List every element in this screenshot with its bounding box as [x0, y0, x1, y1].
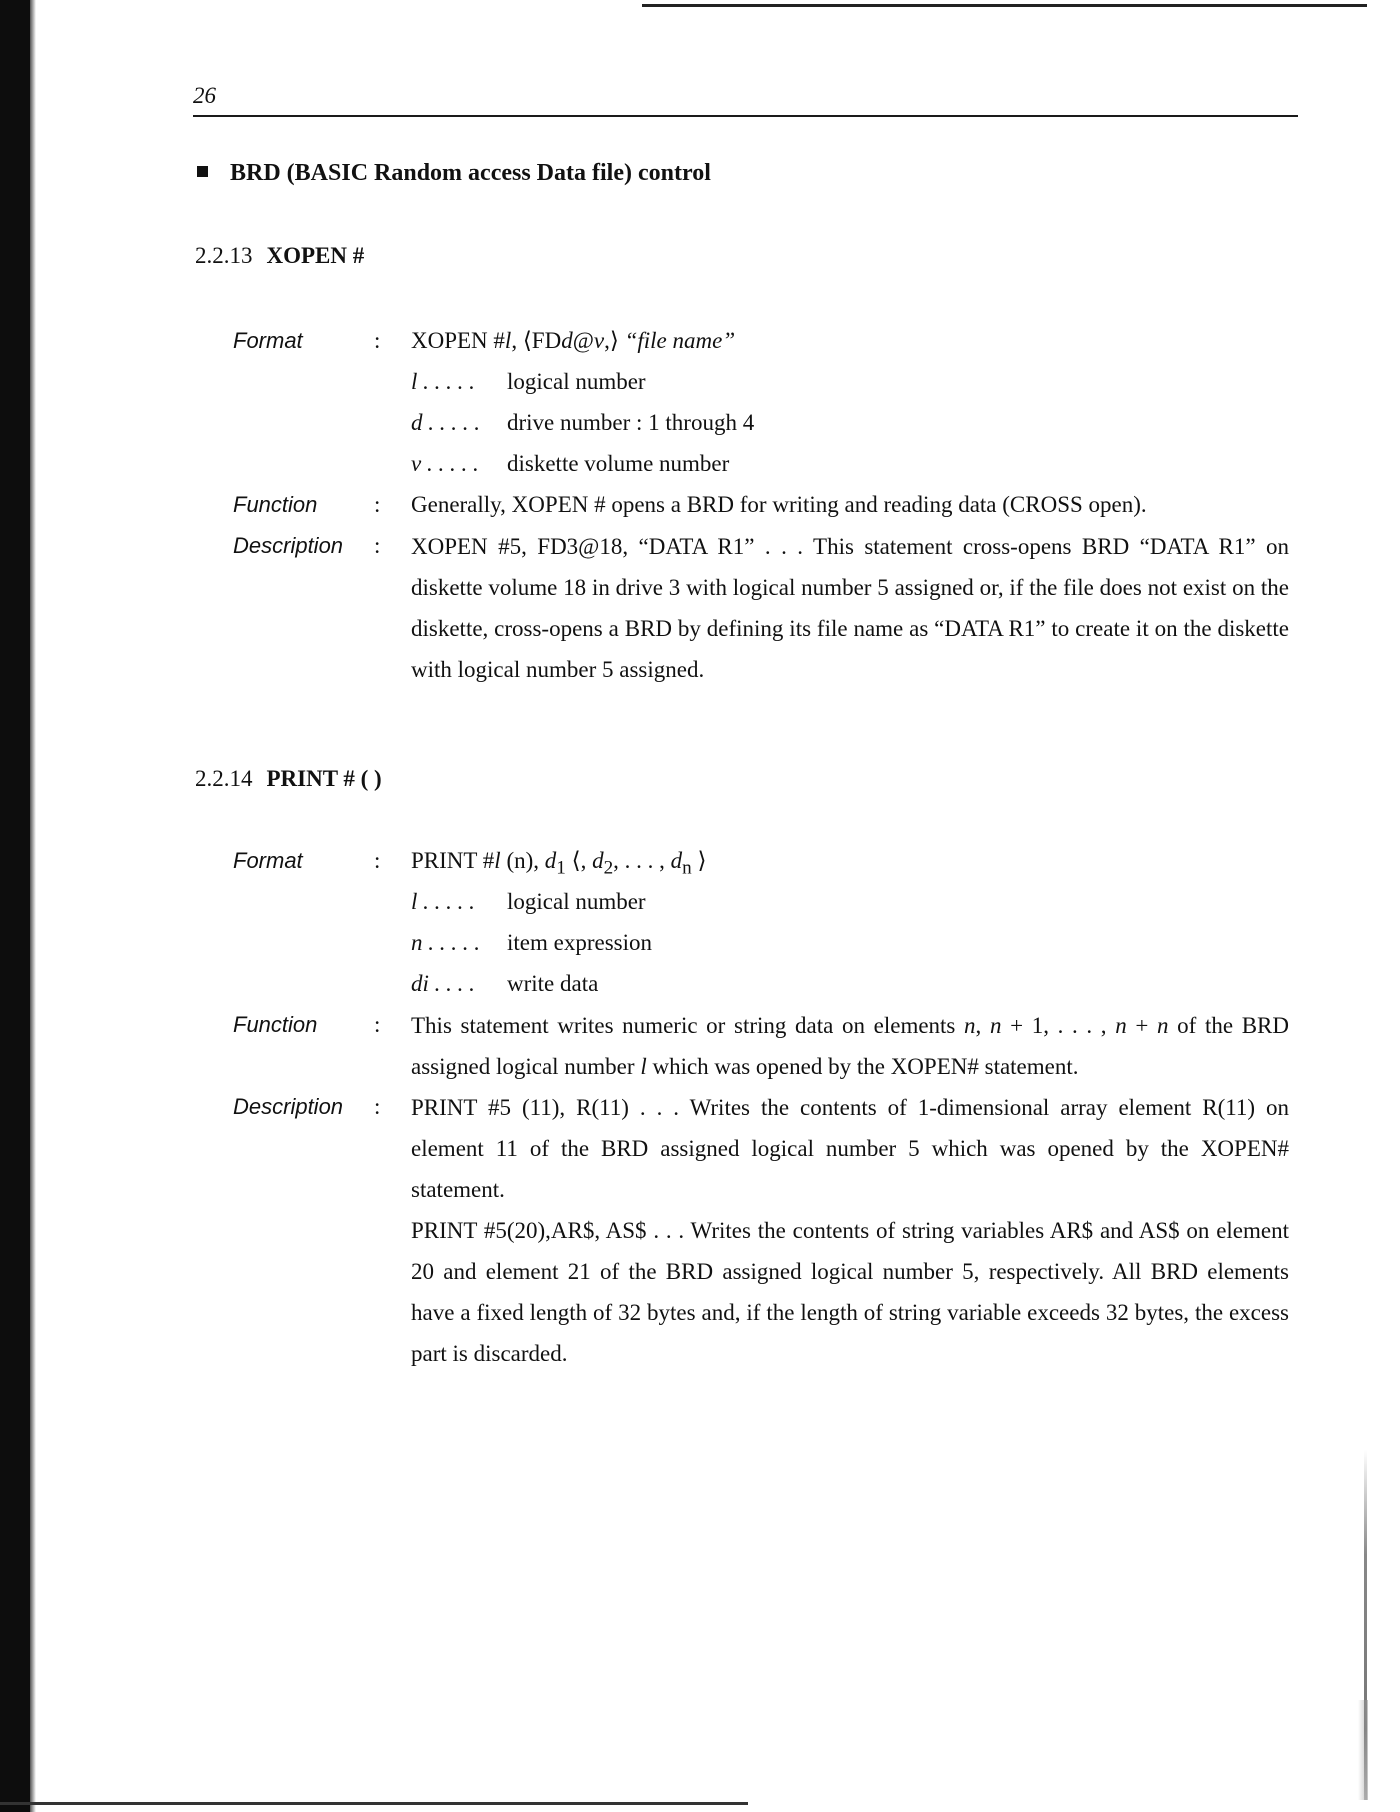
- xopen-description-label: Description: [233, 533, 344, 558]
- colon: :: [374, 848, 381, 873]
- scan-bottom-rule: [0, 1802, 748, 1805]
- print-format-syntax: PRINT #l (n), $d_1$ ⟨, $d_2$, . . . , $d_n$ ⟩: [411, 848, 707, 879]
- print-description-text-2: PRINT #5(20),AR$, AS$ . . . Writes the contents of string variables AR$ and AS$ on element 20 and element 21 of the BRD assigned logical number 5, respectively. All BRD elements have a fixed length of 32 bytes and, if the length of string variable exceeds 32 bytes, the excess part is discarded.: [411, 1218, 1289, 1366]
- print-function-label: Function: [233, 1012, 318, 1037]
- section-heading-text: BRD (BASIC Random access Data file) control: [230, 160, 711, 186]
- scan-edge-shadow: [30, 0, 36, 1812]
- header-rule: [193, 115, 1298, 117]
- subsection-title: PRINT # ( ): [266, 766, 382, 791]
- print-description-label: Description: [233, 1094, 344, 1119]
- xopen-function-label: Function: [233, 492, 318, 517]
- colon: :: [374, 328, 381, 353]
- xopen-format-syntax: XOPEN #l, ⟨FDd@v,⟩ “file name”: [411, 328, 736, 353]
- xopen-function-text: Generally, XOPEN # opens a BRD for writing and reading data (CROSS open).: [411, 492, 1147, 517]
- xopen-param-v: v . . . . . diskette volume number: [411, 451, 730, 476]
- section-heading: [197, 160, 711, 187]
- print-param-n: n . . . . . item expression: [411, 930, 652, 955]
- scan-right-edge-shadow: [1358, 1700, 1368, 1800]
- colon: :: [374, 1012, 381, 1037]
- subsection-title: XOPEN #: [266, 243, 365, 268]
- colon: :: [374, 492, 381, 517]
- subsection-print-heading: [195, 766, 382, 792]
- scan-top-rule: [642, 4, 1367, 7]
- colon: :: [374, 1094, 381, 1119]
- xopen-format-label: Format: [233, 328, 303, 353]
- xopen-param-l: l . . . . . logical number: [411, 369, 646, 394]
- print-function-text: This statement writes numeric or string data on elements n, n + 1, . . . , n + n of the BRD assigned logical number l which was opened by the XOPEN# statement.: [411, 1013, 1289, 1079]
- print-description-text-1: PRINT #5 (11), R(11) . . . Writes the contents of 1-dimensional array element R(11) on element 11 of the BRD assigned logical number 5 which was opened by the XOPEN# statement.: [411, 1095, 1289, 1202]
- xopen-param-d: d . . . . . drive number : 1 through 4: [411, 410, 755, 435]
- print-param-l: l . . . . . logical number: [411, 889, 646, 914]
- subsection-number: 2.2.14: [195, 766, 253, 791]
- page-number: 26: [193, 83, 216, 108]
- print-format-label: Format: [233, 848, 303, 873]
- subsection-xopen-heading: [195, 243, 364, 269]
- print-param-di: di . . . . write data: [411, 971, 599, 996]
- colon: :: [374, 533, 381, 558]
- scan-edge-left: [0, 0, 30, 1812]
- subsection-number: 2.2.13: [195, 243, 253, 268]
- xopen-description-text: XOPEN #5, FD3@18, “DATA R1” . . . This statement cross-opens BRD “DATA R1” on diskette volume 18 in drive 3 with logical number 5 assigned or, if the file does not exist on the diskette, cross-opens a BRD by defining its file name as “DATA R1” to create it on the diskette with logical number 5 assigned.: [411, 534, 1289, 682]
- bullet-icon: [197, 166, 208, 177]
